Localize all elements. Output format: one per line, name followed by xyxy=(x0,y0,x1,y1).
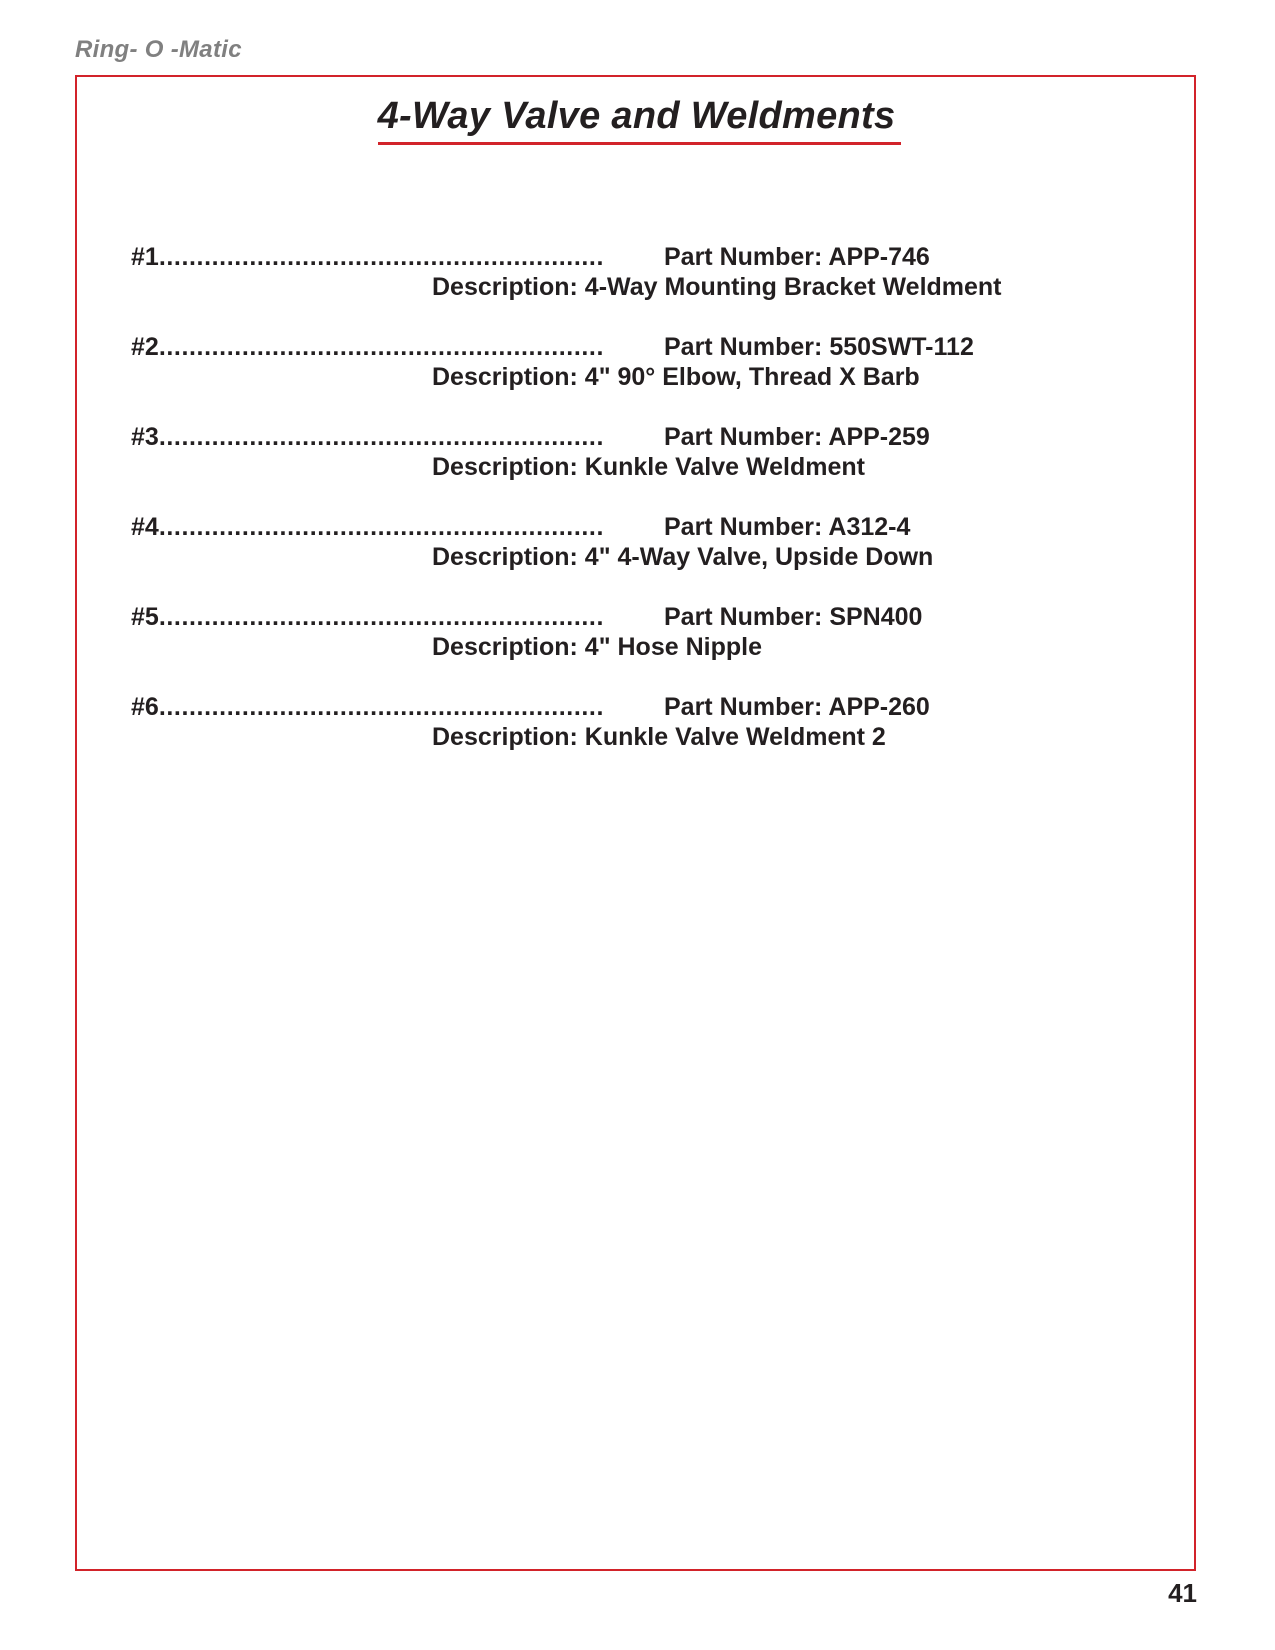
part-number-line xyxy=(131,242,649,272)
description-label: Description: xyxy=(432,453,585,481)
item-number: #1 xyxy=(131,243,159,271)
part-number-field xyxy=(664,602,922,632)
description-label: Description: xyxy=(432,273,585,301)
part-item-6 xyxy=(131,692,1151,782)
part-number-value: APP-260 xyxy=(828,693,930,721)
part-number-label: Part Number: xyxy=(664,603,830,631)
part-number-label: Part Number: xyxy=(664,333,830,361)
part-number-line xyxy=(131,692,649,722)
brand-header: Ring- O -Matic xyxy=(75,36,242,63)
part-number-field xyxy=(664,512,910,542)
dot-leader: ........................................................... xyxy=(158,603,605,631)
description-line xyxy=(432,272,1002,302)
parts-list xyxy=(131,242,1151,782)
part-item-3 xyxy=(131,422,1151,512)
item-number: #2 xyxy=(131,333,159,361)
item-number: #6 xyxy=(131,693,159,721)
dot-leader: ........................................................... xyxy=(158,243,605,271)
part-item-5 xyxy=(131,602,1151,692)
description-value: 4-Way Mounting Bracket Weldment xyxy=(584,273,1002,301)
dot-leader: ........................................................... xyxy=(158,513,605,541)
description-line xyxy=(432,632,762,662)
part-number-line xyxy=(131,602,649,632)
part-number-label: Part Number: xyxy=(664,513,829,541)
item-number: #3 xyxy=(131,423,159,451)
part-number-field xyxy=(664,422,930,452)
dot-leader: ........................................................... xyxy=(158,333,605,361)
description-line xyxy=(432,362,920,392)
part-number-label: Part Number: xyxy=(664,693,829,721)
item-number: #4 xyxy=(131,513,159,541)
part-number-label: Part Number: xyxy=(664,243,829,271)
part-number-field xyxy=(664,692,930,722)
title-container xyxy=(0,95,1275,145)
part-number-field xyxy=(664,242,930,272)
description-value: 4" Hose Nipple xyxy=(584,633,762,661)
description-value: Kunkle Valve Weldment 2 xyxy=(584,723,886,751)
part-number-value: 550SWT-112 xyxy=(829,333,974,361)
description-label: Description: xyxy=(432,543,585,571)
part-item-2 xyxy=(131,332,1151,422)
part-number-value: APP-259 xyxy=(828,423,930,451)
part-number-line xyxy=(131,422,649,452)
part-number-field xyxy=(664,332,974,362)
dot-leader: ........................................................... xyxy=(158,423,605,451)
description-label: Description: xyxy=(432,723,585,751)
description-label: Description: xyxy=(432,363,585,391)
description-value: 4" 4-Way Valve, Upside Down xyxy=(584,543,934,571)
part-number-line xyxy=(131,332,649,362)
description-value: Kunkle Valve Weldment xyxy=(584,453,865,481)
part-number-value: APP-746 xyxy=(828,243,930,271)
item-number: #5 xyxy=(131,603,159,631)
description-value: 4" 90° Elbow, Thread X Barb xyxy=(584,363,920,391)
part-number-value: A312-4 xyxy=(828,513,911,541)
part-number-line xyxy=(131,512,649,542)
description-line xyxy=(432,452,865,482)
page-title: 4-Way Valve and Weldments xyxy=(378,95,902,145)
part-item-4 xyxy=(131,512,1151,602)
page-number: 41 xyxy=(1168,1578,1197,1608)
description-line xyxy=(432,542,933,572)
part-number-label: Part Number: xyxy=(664,423,829,451)
description-label: Description: xyxy=(432,633,585,661)
dot-leader: ........................................................... xyxy=(158,693,605,721)
part-number-value: SPN400 xyxy=(829,603,923,631)
part-item-1 xyxy=(131,242,1151,332)
description-line xyxy=(432,722,886,752)
